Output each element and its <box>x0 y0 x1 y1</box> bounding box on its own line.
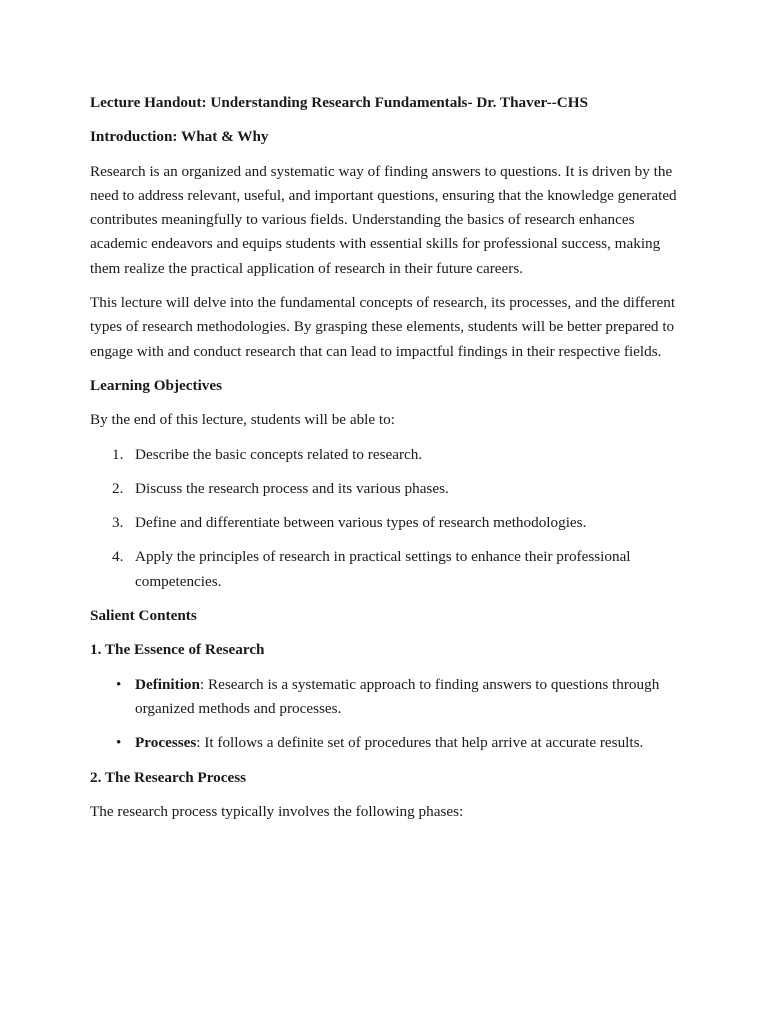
objective-text: Define and differentiate between various types of research methodologies. <box>135 514 587 532</box>
intro-paragraph-1: Research is an organized and systematic way of finding answers to questions. It is driven by the need to address relevant, useful, and important questions, ensuring that the knowledge generated contributes meaningfully to various fields. Understanding the basics of research enhances academic endeavors and equips students with essential skills for professional success, making them realize the practical application of research in their future careers. <box>90 162 677 277</box>
section-1-heading: 1. The Essence of Research <box>90 641 265 659</box>
list-number: 4. <box>112 548 124 566</box>
bullet-text: : Research is a systematic approach to finding answers to questions through organized methods and processes. <box>135 675 660 717</box>
objective-item <box>90 477 690 501</box>
objective-item <box>90 545 690 594</box>
intro-paragraph-2: This lecture will delve into the fundamental concepts of research, its processes, and the different types of research methodologies. By grasping these elements, students will be better prepared to engage with and conduct research that can lead to impactful findings in their respective fields. <box>90 294 676 360</box>
section-2-intro: The research process typically involves the following phases: <box>90 802 464 820</box>
bullet-item <box>90 673 690 722</box>
list-number: 2. <box>112 479 124 497</box>
document-title: Lecture Handout: Understanding Research Fundamentals- Dr. Thaver--CHS <box>90 94 588 111</box>
bullet-icon: • <box>116 675 122 693</box>
intro-heading: Introduction: What & Why <box>90 128 269 146</box>
objectives-heading: Learning Objectives <box>90 376 223 394</box>
list-number: 1. <box>112 445 124 463</box>
objectives-list <box>90 443 690 594</box>
objective-item <box>90 511 690 535</box>
section-2-heading: 2. The Research Process <box>90 768 247 786</box>
objective-text: Discuss the research process and its various phases. <box>135 479 449 497</box>
salient-contents-heading: Salient Contents <box>90 607 197 625</box>
objective-item <box>90 443 690 467</box>
bullet-item <box>90 731 690 755</box>
list-number: 3. <box>112 514 124 532</box>
objectives-intro: By the end of this lecture, students will be able to: <box>90 411 395 429</box>
bullet-text: : It follows a definite set of procedures that help arrive at accurate results. <box>196 734 644 752</box>
document-page <box>90 91 690 834</box>
objective-text: Describe the basic concepts related to research. <box>135 445 423 463</box>
bullet-icon: • <box>116 734 122 752</box>
bullet-term: Processes <box>135 734 197 752</box>
objective-text: Apply the principles of research in practical settings to enhance their professional competencies. <box>135 548 631 590</box>
bullet-term: Definition <box>135 675 200 693</box>
section-1-list <box>90 673 690 756</box>
